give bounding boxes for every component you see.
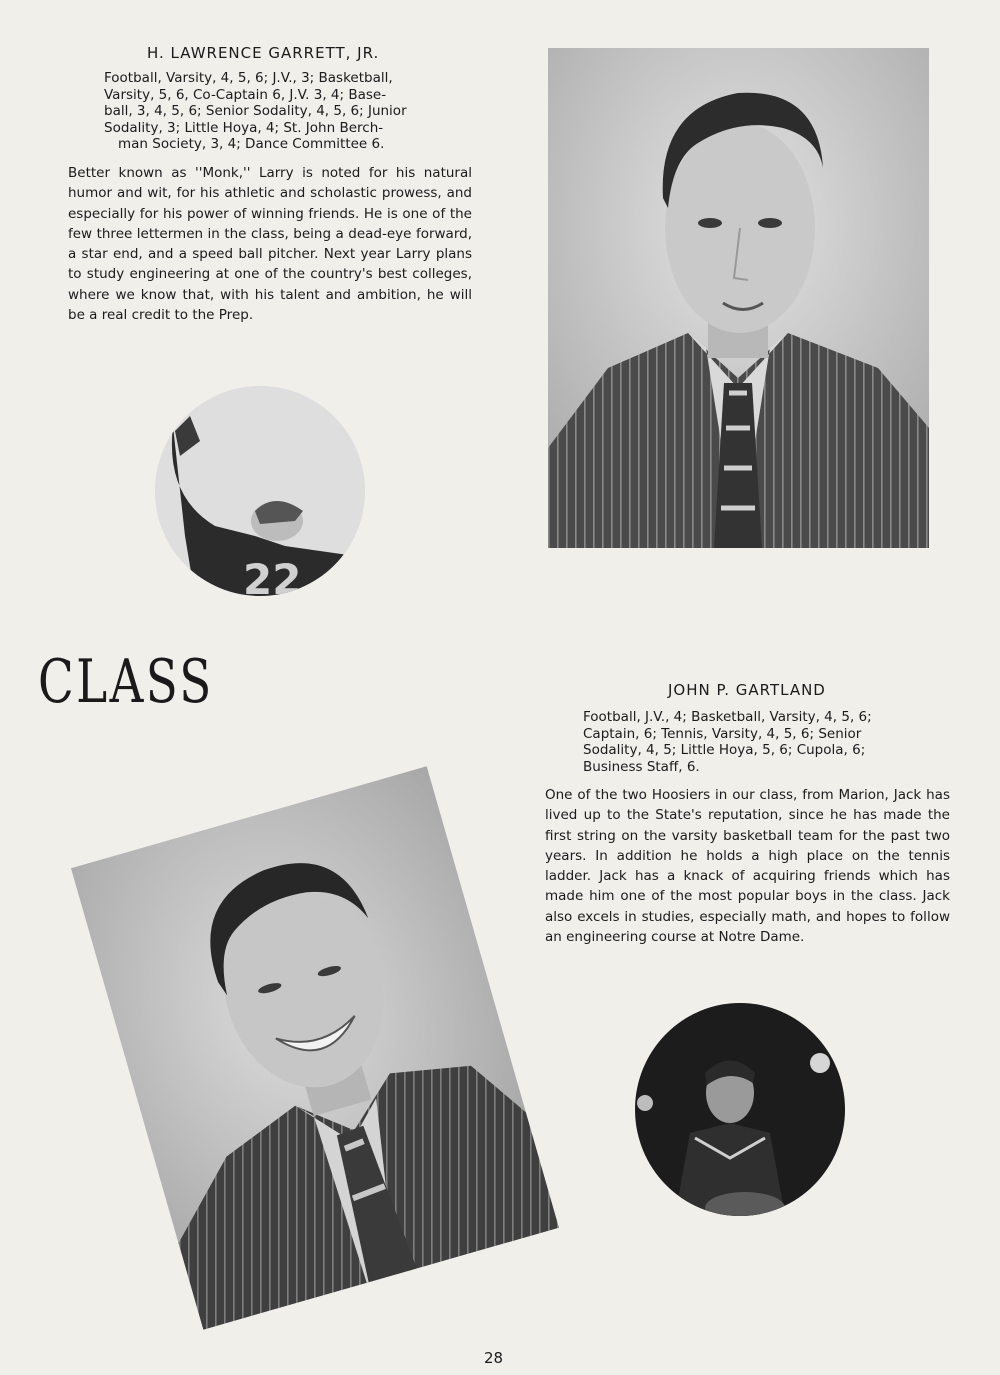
student2-bio: One of the two Hoosiers in our class, from Marion, Jack has lived up to the State's reputation, since he has made the first string on the varsity basketball team for the past two years. In addition he holds a high place on the tennis ladder. Jack has a knack of acquiring friends which has made him one of the most popular boys in the class. Jack also excels in studies, especially math, and hopes to follow an engineering course at Notre Dame.	[545, 787, 950, 946]
student2-activities	[583, 709, 872, 775]
activity-line: Business Staff, 6.	[583, 758, 700, 775]
activity-line: Varsity, 5, 6, Co-Captain 6, J.V. 3, 4; Base-	[104, 86, 387, 103]
activity-line: man Society, 3, 4; Dance Committee 6.	[118, 136, 385, 152]
student1-activities	[104, 70, 407, 153]
basketball-action-image	[635, 1003, 845, 1216]
portrait-image	[71, 766, 559, 1329]
student1-name: H. LAWRENCE GARRETT, JR.	[147, 44, 380, 62]
student2-name: JOHN P. GARTLAND	[668, 681, 826, 699]
portrait-image	[548, 48, 929, 548]
activity-line: ball, 3, 4, 5, 6; Senior Sodality, 4, 5, 6; Junior	[104, 103, 407, 119]
section-heading: CLASS	[38, 647, 214, 717]
activity-line: Football, Varsity, 4, 5, 6; J.V., 3; Basketball,	[104, 70, 393, 86]
football-action-image	[155, 386, 365, 596]
student2-portrait	[71, 766, 559, 1329]
student1-portrait	[548, 48, 929, 548]
student2-action-photo	[635, 1003, 845, 1216]
activity-line: Sodality, 4, 5; Little Hoya, 5, 6; Cupola, 6;	[583, 742, 866, 758]
activity-line: Captain, 6; Tennis, Varsity, 4, 5, 6; Senior	[583, 725, 862, 742]
activity-line: Sodality, 3; Little Hoya, 4; St. John Berch-	[104, 119, 384, 136]
page-number: 28	[484, 1349, 504, 1367]
student1-action-photo	[155, 386, 365, 596]
jersey-number: 22	[243, 555, 302, 596]
activity-line: Football, J.V., 4; Basketball, Varsity, 4, 5, 6;	[583, 709, 872, 725]
student1-bio: Better known as ''Monk,'' Larry is noted for his natural humor and wit, for his athletic and scholastic prowess, and especially for his power of winning friends. He is one of the few three lettermen in the class, being a dead-eye forward, a star end, and a speed ball pitcher. Next year Larry plans to study engineering at one of the country's best colleges, where we know that, with his talent and ambition, he will be a real credit to the Prep.	[68, 165, 472, 324]
